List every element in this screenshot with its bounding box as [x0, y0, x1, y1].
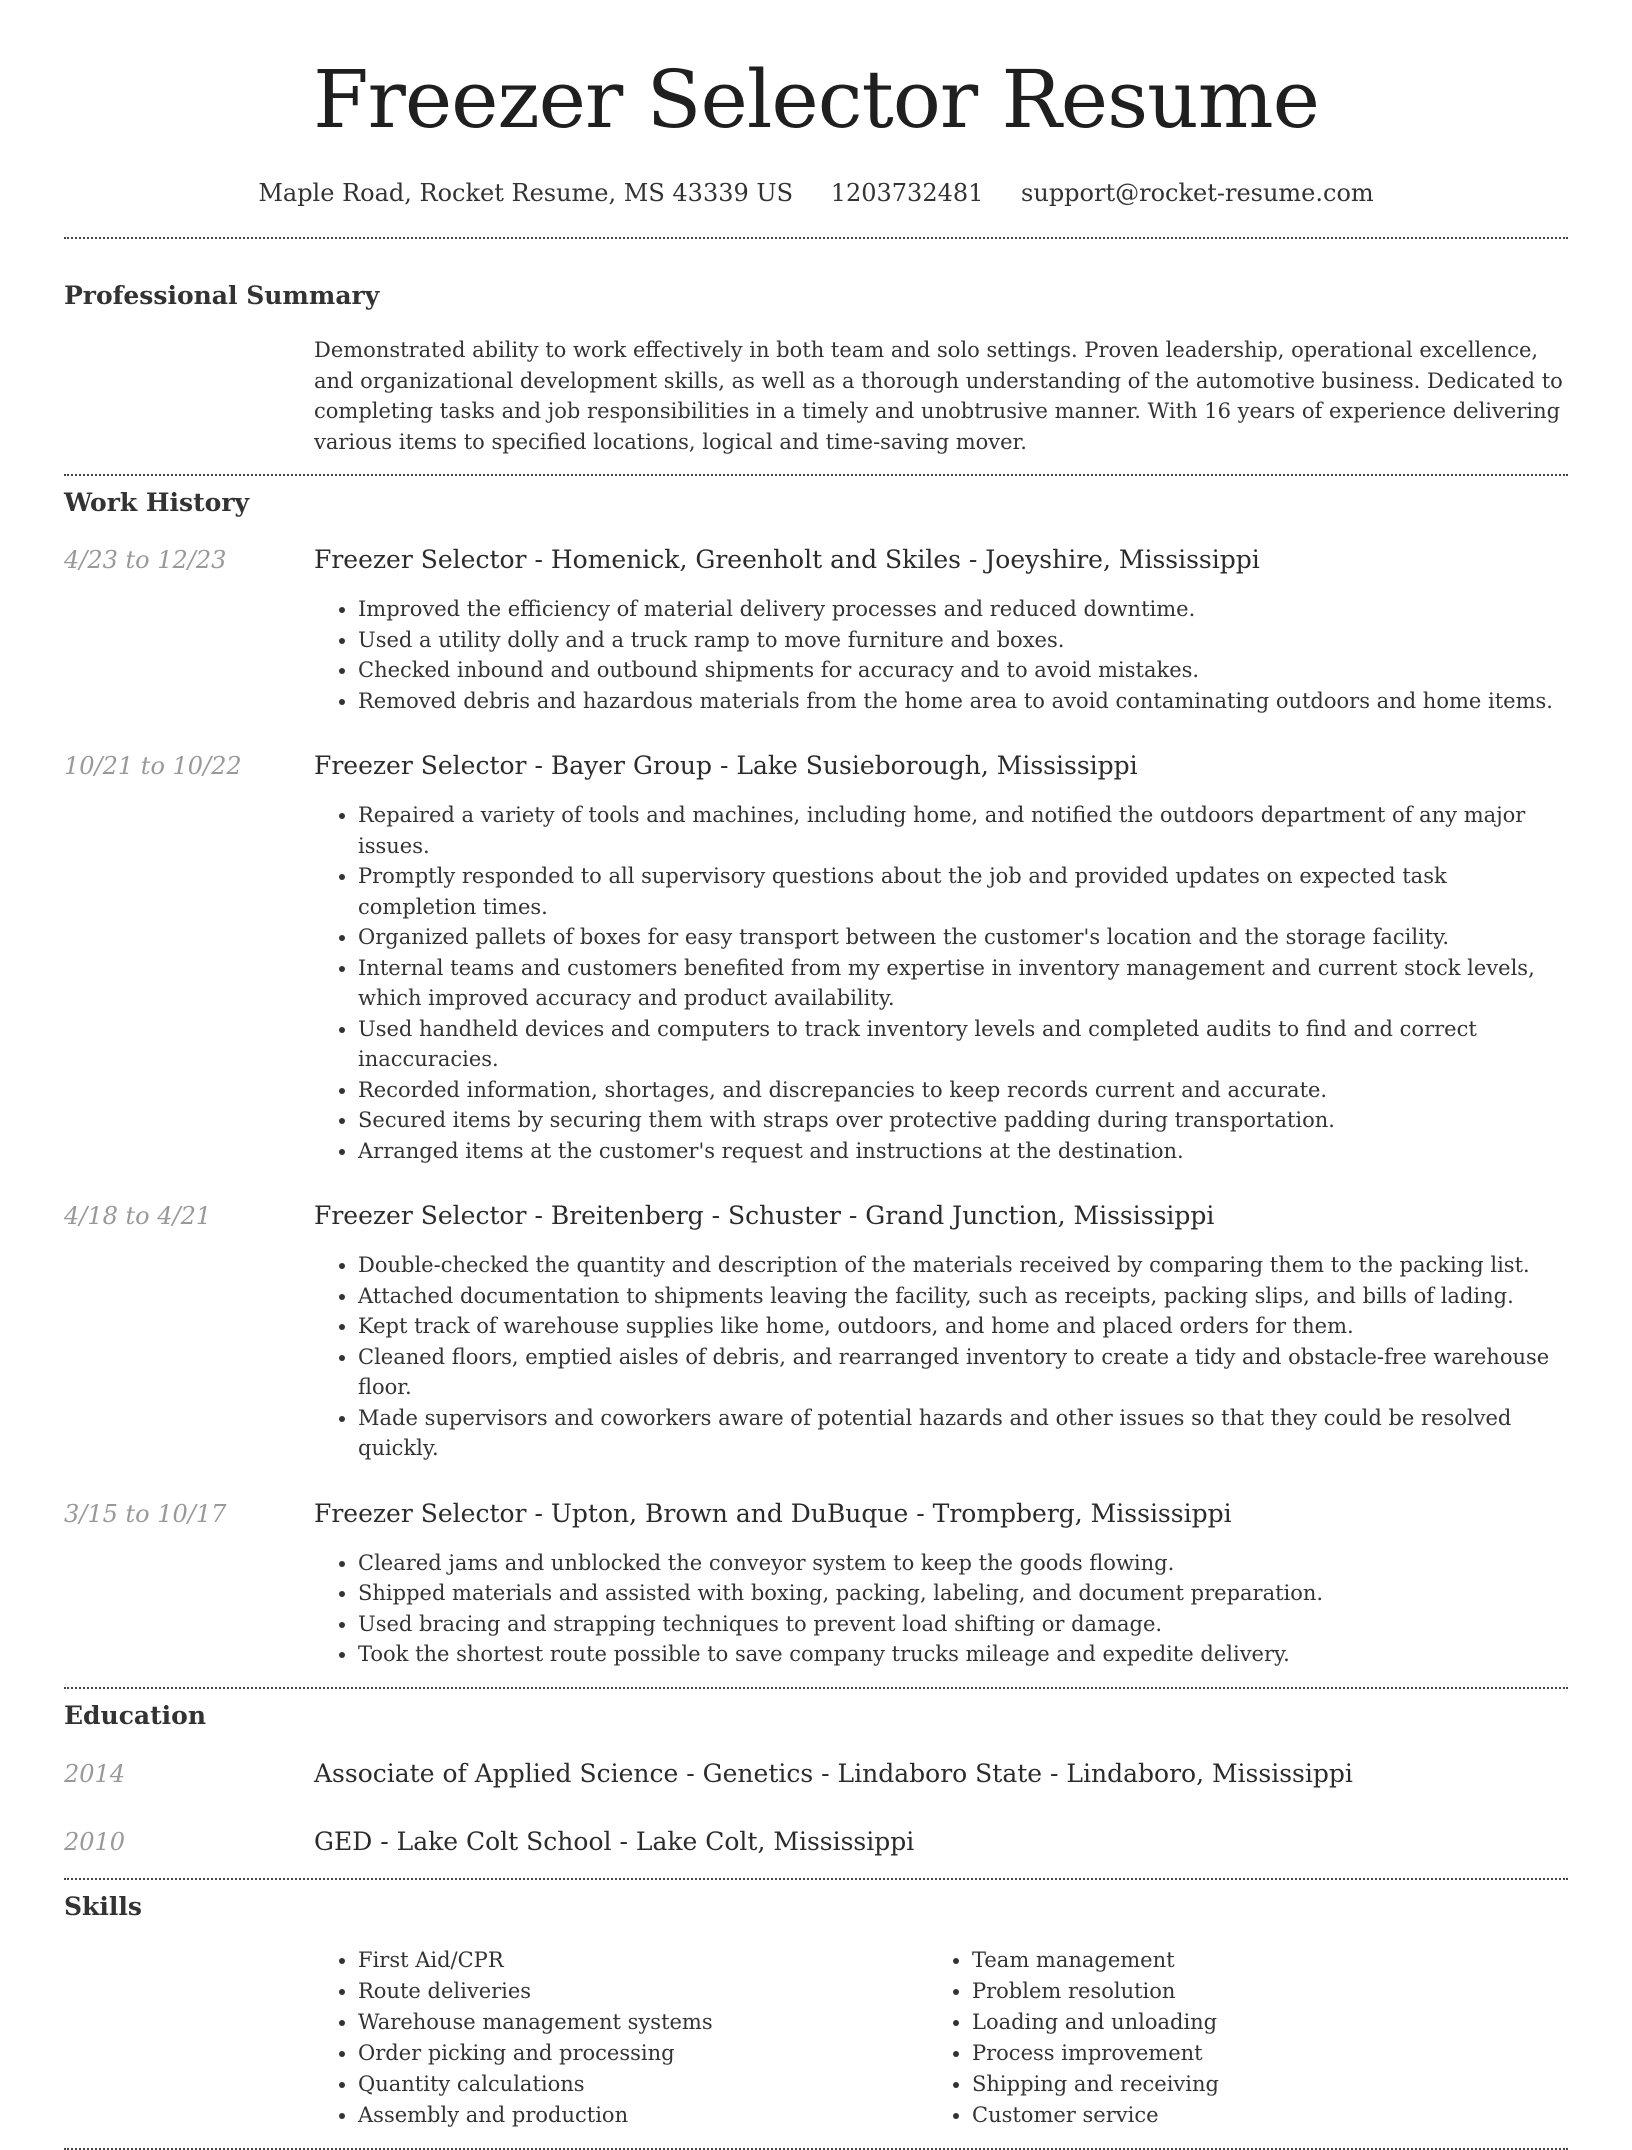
resume-title: Freezer Selector Resume — [313, 53, 1319, 146]
list-item: • Cleared jams and unblocked the conveyor system to keep the goods flowing. — [358, 1548, 1568, 1579]
contact-email: support@rocket-resume.com — [1021, 179, 1374, 207]
skill-item: • Assembly and production — [358, 2100, 928, 2131]
education-year: 2010 — [64, 1827, 126, 1856]
job-entry — [64, 1200, 1568, 1464]
education-entry — [64, 1758, 1568, 1790]
job-dates: 4/23 to 12/23 — [64, 546, 227, 574]
job-entry — [64, 750, 1568, 1166]
contact-line — [64, 178, 1568, 208]
skills-heading: Skills — [64, 1891, 142, 1921]
skill-item: • Warehouse management systems — [358, 2007, 928, 2038]
list-item: • Attached documentation to shipments leaving the facility, such as receipts, packing slips, and bills of lading. — [358, 1281, 1568, 1312]
list-item: • Secured items by securing them with straps over protective padding during transportation. — [358, 1105, 1568, 1136]
job-bullets — [314, 1250, 1568, 1464]
job-dates: 4/18 to 4/21 — [64, 1202, 212, 1230]
skills-spacer — [64, 1945, 314, 2131]
job-bullets — [314, 594, 1568, 716]
list-item: • Cleaned floors, emptied aisles of debris, and rearranged inventory to create a tidy and obstacle-free warehouse floor. — [358, 1342, 1568, 1403]
list-item: • Internal teams and customers benefited from my expertise in inventory management and current stock levels, which improved accuracy and product availability. — [358, 953, 1568, 1014]
list-item: • Recorded information, shortages, and discrepancies to keep records current and accurate. — [358, 1075, 1568, 1106]
list-item: • Organized pallets of boxes for easy transport between the customer's location and the storage facility. — [358, 922, 1568, 953]
list-item: • Used bracing and strapping techniques to prevent load shifting or damage. — [358, 1609, 1568, 1640]
list-item: • Kept track of warehouse supplies like home, outdoors, and home and placed orders for them. — [358, 1311, 1568, 1342]
skill-item: • Process improvement — [972, 2038, 1542, 2069]
job-title: Freezer Selector - Homenick, Greenholt and Skiles - Joeyshire, Mississippi — [314, 545, 1260, 574]
job-bullets — [314, 1548, 1568, 1670]
list-item: • Removed debris and hazardous materials from the home area to avoid contaminating outdoors and home items. — [358, 686, 1568, 717]
summary-heading: Professional Summary — [64, 281, 380, 310]
job-dates: 10/21 to 10/22 — [64, 752, 242, 780]
resume-page — [64, 0, 1568, 2150]
contact-phone: 1203732481 — [830, 179, 984, 207]
skills-list-right — [928, 1945, 1542, 2131]
job-bullets — [314, 800, 1568, 1166]
skill-item: • Order picking and processing — [358, 2038, 928, 2069]
skill-item: • Route deliveries — [358, 1976, 928, 2007]
skills-section — [64, 1880, 1568, 2131]
list-item: • Made supervisors and coworkers aware of potential hazards and other issues so that they could be resolved quickly. — [358, 1403, 1568, 1464]
list-item: • Improved the efficiency of material delivery processes and reduced downtime. — [358, 594, 1568, 625]
education-section — [64, 1689, 1568, 1858]
skill-item: • Loading and unloading — [972, 2007, 1542, 2038]
list-item: • Arranged items at the customer's request and instructions at the destination. — [358, 1136, 1568, 1167]
skills-columns — [314, 1945, 1568, 2131]
education-text: Associate of Applied Science - Genetics - Lindaboro State - Lindaboro, Mississippi — [314, 1758, 1353, 1788]
list-item: • Used handheld devices and computers to track inventory levels and completed audits to find and correct inaccuracies. — [358, 1014, 1568, 1075]
skill-item: • Shipping and receiving — [972, 2069, 1542, 2100]
skill-item: • Problem resolution — [972, 1976, 1542, 2007]
list-item: • Promptly responded to all supervisory questions about the job and provided updates on expected task completion times. — [358, 861, 1568, 922]
job-entry — [64, 544, 1568, 716]
education-heading: Education — [64, 1700, 207, 1730]
summary-section — [64, 239, 1568, 457]
skill-item: • First Aid/CPR — [358, 1945, 928, 1976]
skill-item: • Customer service — [972, 2100, 1542, 2131]
job-title: Freezer Selector - Breitenberg - Schuster - Grand Junction, Mississippi — [314, 1201, 1215, 1230]
divider — [64, 2148, 1568, 2150]
work-section — [64, 476, 1568, 1670]
list-item: • Repaired a variety of tools and machines, including home, and notified the outdoors department of any major issues. — [358, 800, 1568, 861]
contact-address: Maple Road, Rocket Resume, MS 43339 US — [258, 179, 794, 207]
job-title: Freezer Selector - Bayer Group - Lake Susieborough, Mississippi — [314, 751, 1138, 780]
education-year: 2014 — [64, 1759, 126, 1788]
job-title: Freezer Selector - Upton, Brown and DuBuque - Trompberg, Mississippi — [314, 1498, 1232, 1528]
summary-text: Demonstrated ability to work effectively in both team and solo settings. Proven leadership, operational excellence, and organizational development skills, as well as a thorough understanding of the automotive business. Dedicated to completing tasks and job responsibilities in a timely and unobtrusive manner. With 16 years of experience delivering various items to specified locations, logical and time-saving mover. — [314, 338, 1563, 454]
list-item: • Checked inbound and outbound shipments for accuracy and to avoid mistakes. — [358, 655, 1568, 686]
list-item: • Took the shortest route possible to save company trucks mileage and expedite delivery. — [358, 1639, 1568, 1670]
skills-list-left — [314, 1945, 928, 2131]
education-entry — [64, 1826, 1568, 1858]
education-text: GED - Lake Colt School - Lake Colt, Mississippi — [314, 1826, 915, 1856]
work-heading: Work History — [64, 488, 250, 517]
list-item: • Used a utility dolly and a truck ramp to move furniture and boxes. — [358, 625, 1568, 656]
summary-spacer — [64, 335, 314, 457]
skill-item: • Quantity calculations — [358, 2069, 928, 2100]
list-item: • Double-checked the quantity and description of the materials received by comparing them to the packing list. — [358, 1250, 1568, 1281]
list-item: • Shipped materials and assisted with boxing, packing, labeling, and document preparation. — [358, 1578, 1568, 1609]
skill-item: • Team management — [972, 1945, 1542, 1976]
job-dates: 3/15 to 10/17 — [64, 1499, 227, 1528]
job-entry — [64, 1498, 1568, 1670]
